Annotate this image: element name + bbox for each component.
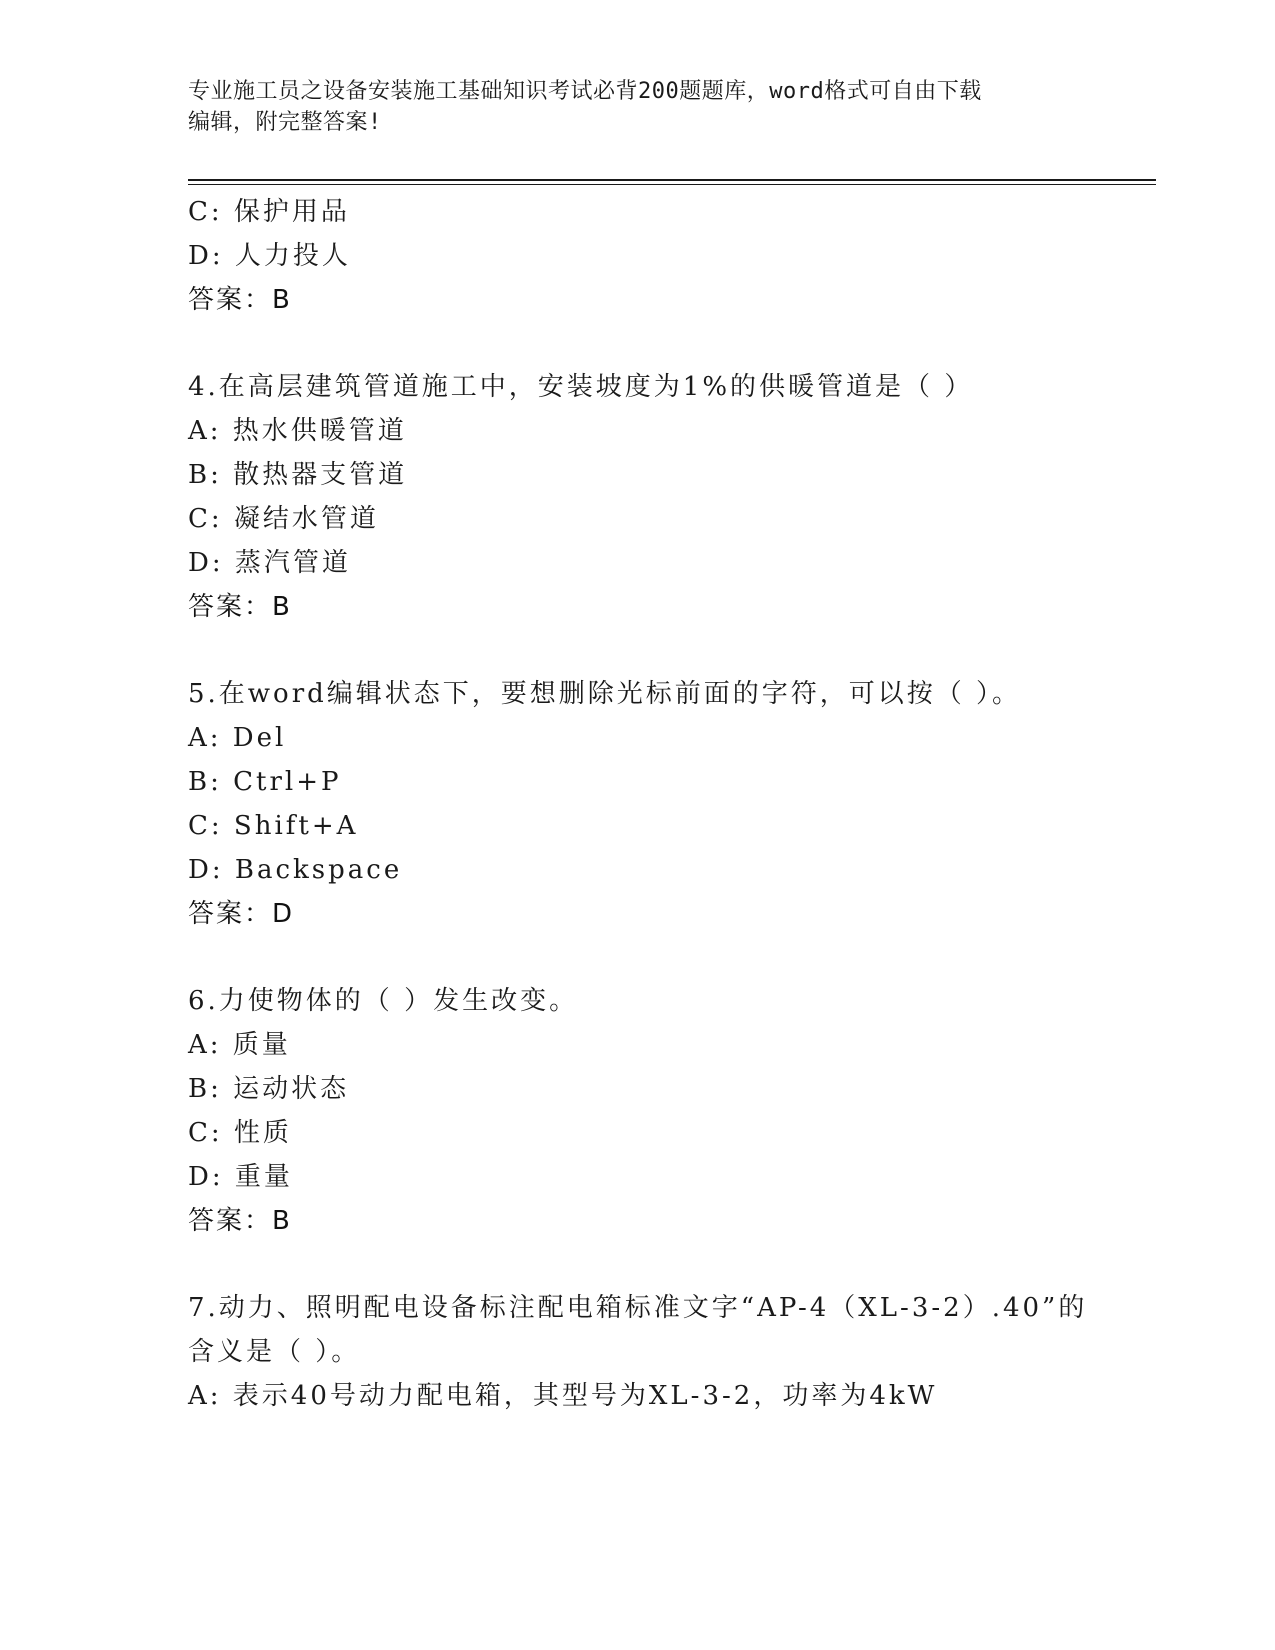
q6-option-a: A: 质量 bbox=[188, 1030, 291, 1060]
q6-option-d: D: 重量 bbox=[188, 1162, 293, 1192]
q5-answer: 答案：D bbox=[188, 899, 295, 929]
q5-option-b: B: Ctrl+P bbox=[188, 767, 342, 797]
q6-option-c: C: 性质 bbox=[188, 1118, 292, 1148]
q4-option-a: A: 热水供暖管道 bbox=[188, 416, 407, 446]
q5-option-d: D: Backspace bbox=[188, 855, 403, 885]
q5-option-c: C: Shift+A bbox=[188, 811, 359, 841]
q6-answer: 答案：B bbox=[188, 1206, 292, 1236]
q5-stem: 5.在word编辑状态下，要想删除光标前面的字符，可以按（ ）。 bbox=[188, 679, 1022, 709]
header-divider-thin bbox=[188, 184, 1156, 185]
document-header bbox=[188, 76, 1068, 138]
q4-answer: 答案：B bbox=[188, 592, 292, 622]
q4-option-d: D: 蒸汽管道 bbox=[188, 548, 351, 578]
header-title-line-1: 专业施工员之设备安装施工基础知识考试必背200题题库，word格式可自由下载 bbox=[188, 79, 982, 104]
q7-option-a: A: 表示40号动力配电箱，其型号为XL-3-2，功率为4kW bbox=[188, 1381, 938, 1411]
q4-option-c: C: 凝结水管道 bbox=[188, 504, 379, 534]
q6-stem: 6.力使物体的（ ）发生改变。 bbox=[188, 986, 579, 1016]
header-title-line-2: 编辑，附完整答案! bbox=[188, 110, 382, 135]
q4-stem: 4.在高层建筑管道施工中，安装坡度为1%的供暖管道是（ ） bbox=[188, 372, 974, 402]
q7-stem-line-2: 含义是（ ）。 bbox=[188, 1337, 361, 1367]
q4-option-b: B: 散热器支管道 bbox=[188, 460, 408, 490]
q3-option-d: D: 人力投人 bbox=[188, 241, 351, 271]
q3-option-c: C: 保护用品 bbox=[188, 197, 350, 227]
q5-option-a: A: Del bbox=[188, 723, 287, 753]
header-divider-thick bbox=[188, 179, 1156, 181]
q6-option-b: B: 运动状态 bbox=[188, 1074, 350, 1104]
q3-answer: 答案：B bbox=[188, 285, 292, 315]
q7-stem-line-1: 7.动力、照明配电设备标注配电箱标准文字“AP-4（XL-3-2）.40”的 bbox=[188, 1293, 1088, 1323]
